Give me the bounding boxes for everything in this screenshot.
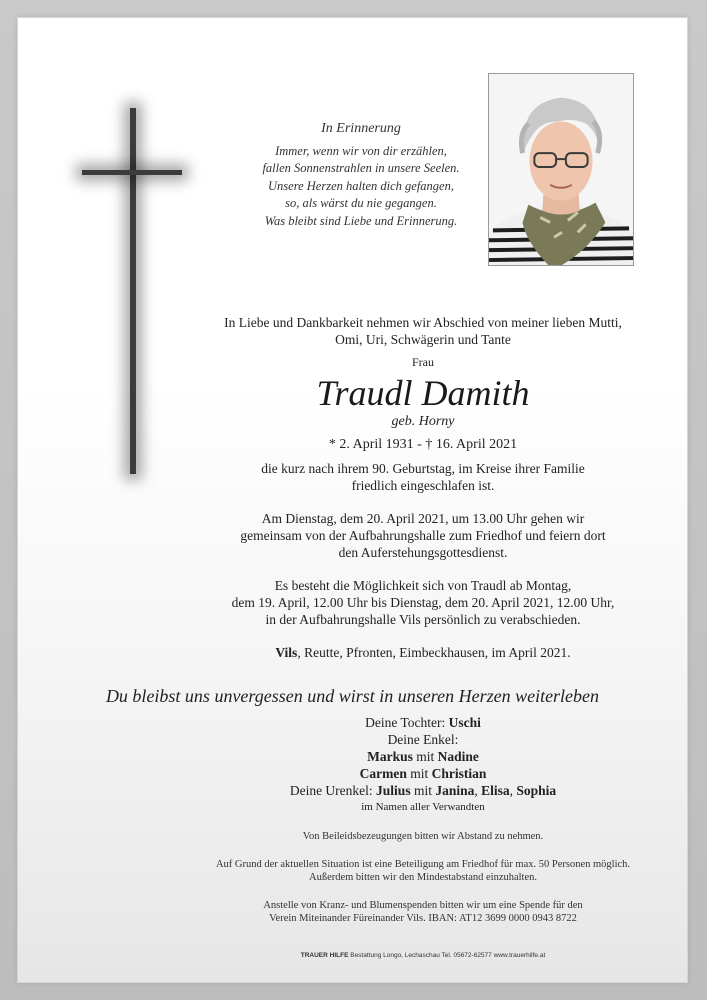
funeral-line: den Auferstehungsgottesdienst. (338, 545, 508, 560)
great-grandchild-name: Elisa (481, 783, 510, 798)
life-dates: * 2. April 1931 - † 16. April 2021 (328, 437, 518, 452)
separator: , (509, 783, 517, 798)
situation-note: Auf Grund der aktuellen Situation ist eine Beteiligung am Friedhof für max. 50 Personen möglich. (215, 858, 631, 870)
obituary-text (158, 314, 687, 661)
passing-text (158, 460, 687, 494)
great-grandchild-name: Julius (376, 783, 411, 798)
poem-heading: In Erinnerung (321, 121, 401, 136)
connector: mit (412, 749, 438, 764)
motto: Du bleibst uns unvergessen und wirst in unseren Herzen weiterleben (105, 686, 600, 706)
grandchild-name: Markus (367, 749, 413, 764)
poem-line: Unsere Herzen halten dich gefangen, (268, 178, 454, 193)
intro-line: Omi, Uri, Schwägerin und Tante (335, 332, 511, 347)
viewing-text (158, 577, 687, 628)
poem-line: fallen Sonnenstrahlen in unsere Seelen. (262, 161, 460, 175)
separator: , (474, 783, 482, 798)
connector: mit (406, 766, 432, 781)
passing-line: friedlich eingeschlafen ist. (351, 478, 495, 493)
daughter-name: Uschi (448, 715, 481, 730)
grandchild-name: Nadine (437, 749, 479, 764)
donation-note: Verein Miteinander Füreinander Vils. IBAN: AT12 3699 0000 0943 8722 (269, 913, 577, 924)
great-label: Deine Urenkel: (289, 783, 377, 798)
donation-note: Anstelle von Kranz- und Blumenspenden bitten wir um eine Spende für den (263, 899, 583, 911)
memorial-poem (238, 120, 484, 230)
great-grandchild-name: Sophia (516, 783, 557, 798)
viewing-line: Es besteht die Möglichkeit sich von Traudl ab Montag, (274, 578, 572, 593)
mourners-list (158, 714, 687, 816)
grandchild-name: Christian (431, 766, 487, 781)
deceased-name: Traudl Damith (316, 373, 530, 413)
obituary-card (18, 18, 687, 982)
funeral-line: gemeinsam von der Aufbahrungshalle zum Friedhof und feiern dort (240, 528, 606, 543)
footer-text: Bestattung Longo, Lechaschau Tel. 05672-62577 www.trauerhilfe.at (348, 952, 546, 959)
viewing-line: in der Aufbahrungshalle Vils persönlich zu verabschieden. (265, 612, 581, 627)
intro-text (158, 314, 687, 348)
notes (158, 830, 687, 926)
funeral-line: Am Dienstag, dem 20. April 2021, um 13.00 Uhr gehen wir (261, 511, 585, 526)
funeral-home-footer (158, 952, 687, 959)
portrait-photo (488, 73, 634, 266)
footer-brand: TRAUER HILFE (300, 952, 349, 959)
grandchildren-label: Deine Enkel: (387, 732, 459, 747)
poem-line: Was bleibt sind Liebe und Erinnerung. (264, 213, 458, 228)
passing-line: die kurz nach ihrem 90. Geburtstag, im Kreise ihrer Familie (261, 461, 585, 476)
connector: mit (410, 783, 436, 798)
grandchildren-line (158, 765, 687, 782)
poem-line: Immer, wenn wir von dir erzählen, (275, 143, 447, 158)
relatives-line: im Namen aller Verwandten (361, 801, 485, 813)
daughter-line (158, 714, 687, 731)
funeral-text (158, 510, 687, 561)
great-grandchild-name: Janina (435, 783, 475, 798)
poem-line: so, als wärst du nie gegangen. (285, 196, 437, 210)
situation-note: Außerdem bitten wir den Mindestabstand einzuhalten. (308, 872, 538, 883)
salutation: Frau (412, 355, 434, 369)
grandchildren-line (158, 748, 687, 765)
place-rest: , Reutte, Pfronten, Eimbeckhausen, im April 2021. (297, 645, 571, 660)
grandchild-name: Carmen (359, 766, 407, 781)
daughter-label: Deine Tochter: (365, 715, 449, 730)
place-date (158, 644, 687, 661)
intro-line: In Liebe und Dankbarkeit nehmen wir Abschied von meiner lieben Mutti, (224, 315, 622, 330)
viewing-line: dem 19. April, 12.00 Uhr bis Dienstag, dem 20. April 2021, 12.00 Uhr, (231, 595, 615, 610)
great-grandchildren-line (158, 782, 687, 799)
maiden-name: geb. Horny (391, 414, 455, 429)
place-bold: Vils (275, 645, 298, 660)
condolence-note: Von Beileidsbezeugungen bitten wir Abstand zu nehmen. (302, 831, 544, 842)
